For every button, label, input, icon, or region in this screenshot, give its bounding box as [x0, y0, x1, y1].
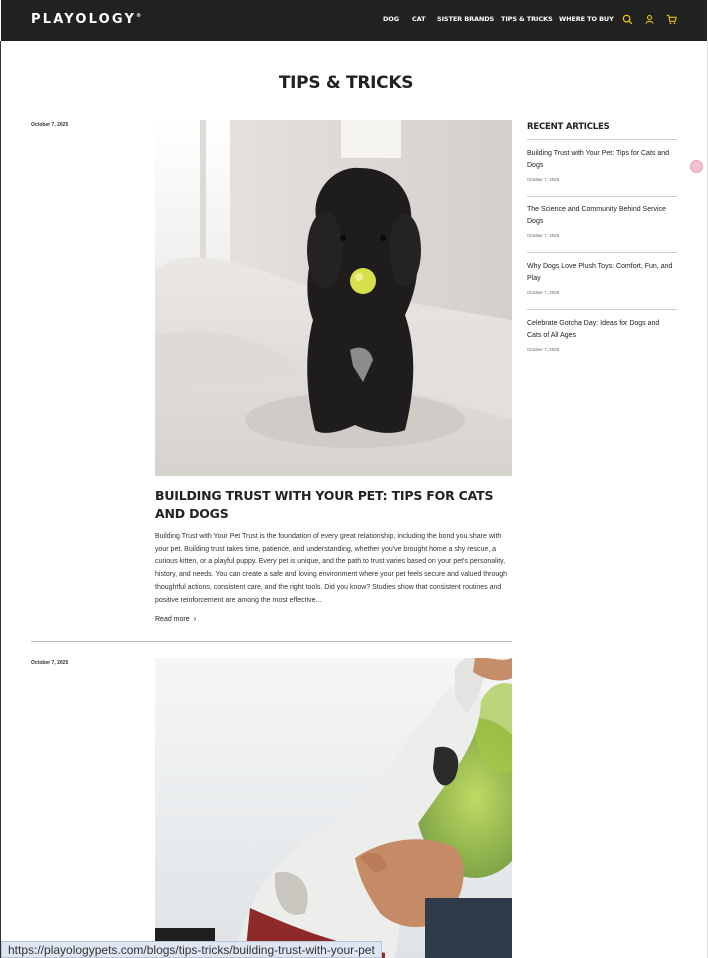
account-icon[interactable] [644, 14, 655, 25]
post-date: October 7, 2025 [31, 122, 69, 128]
site-logo[interactable] [31, 12, 141, 27]
nav-cat[interactable]: CAT [412, 15, 426, 23]
search-icon[interactable] [622, 14, 633, 25]
read-more-link[interactable] [155, 614, 196, 623]
recent-article-title[interactable]: The Science and Community Behind Service Dogs [527, 206, 666, 226]
post-title[interactable]: BUILDING TRUST WITH YOUR PET: TIPS FOR CATS AND DOGS [155, 488, 494, 521]
logo-text: PLAYOLOGY [31, 12, 137, 27]
recent-article-item[interactable] [527, 261, 675, 295]
recent-article-date: October 7, 2025 [527, 232, 560, 238]
post-image[interactable] [155, 120, 512, 476]
recent-article-title[interactable]: Why Dogs Love Plush Toys: Comfort, Fun, and Play [527, 263, 673, 283]
divider [527, 309, 677, 310]
recent-article-title[interactable]: Building Trust with Your Pet: Tips for Cats and Dogs [527, 150, 670, 170]
post-divider [31, 641, 512, 642]
recent-article-item[interactable] [527, 318, 675, 352]
nav-sister-brands[interactable]: SISTER BRANDS [437, 15, 495, 23]
recent-articles-title: RECENT ARTICLES [527, 122, 610, 132]
divider [527, 139, 677, 140]
page-title: TIPS & TRICKS [278, 73, 414, 93]
recent-article-date: October 7, 2025 [527, 289, 560, 295]
post-date: October 7, 2025 [31, 660, 69, 666]
recent-article-item[interactable] [527, 204, 675, 238]
logo-registered-mark: ® [136, 13, 142, 19]
dog-photo-black [155, 120, 512, 476]
cart-icon[interactable] [666, 14, 677, 25]
recent-article-title[interactable]: Celebrate Gotcha Day: Ideas for Dogs and Cats of All Ages [527, 320, 660, 340]
recent-article-date: October 7, 2025 [527, 346, 560, 352]
divider [527, 196, 677, 197]
divider [527, 252, 677, 253]
chevron-right-icon: › [193, 614, 197, 623]
recent-article-item[interactable] [527, 148, 675, 182]
read-more-label: Read more [155, 616, 190, 623]
nav-where-to-buy[interactable]: WHERE TO BUY [559, 15, 614, 23]
post-image[interactable] [155, 658, 512, 958]
dog-photo-white [155, 658, 512, 958]
recent-article-date: October 7, 2025 [527, 176, 560, 182]
nav-dog[interactable]: DOG [383, 15, 399, 23]
post-excerpt: Building Trust with Your Pet Trust is the foundation of every great relationship, including the bond you share with your pet. Building trust takes time, patience, and understanding, whether you've brought home a shy rescue, a curious kitten, or a playful puppy. Every pet is unique, and the path to trust varies based on your pet's personality, history, and needs. You can create a safe and loving environment where your pet feels secure and valued through thoughtful actions, consistent care, and the right tools. Did you know? Studies show that consistent routines and positive reinforcement are among the most effective... [155, 533, 508, 604]
status-bar-url: https://playologypets.com/blogs/tips-tricks/building-trust-with-your-pet [1, 941, 382, 958]
floating-widget-icon[interactable] [690, 160, 703, 173]
nav-tips-tricks[interactable]: TIPS & TRICKS [501, 15, 553, 23]
page-edge [0, 41, 1, 958]
